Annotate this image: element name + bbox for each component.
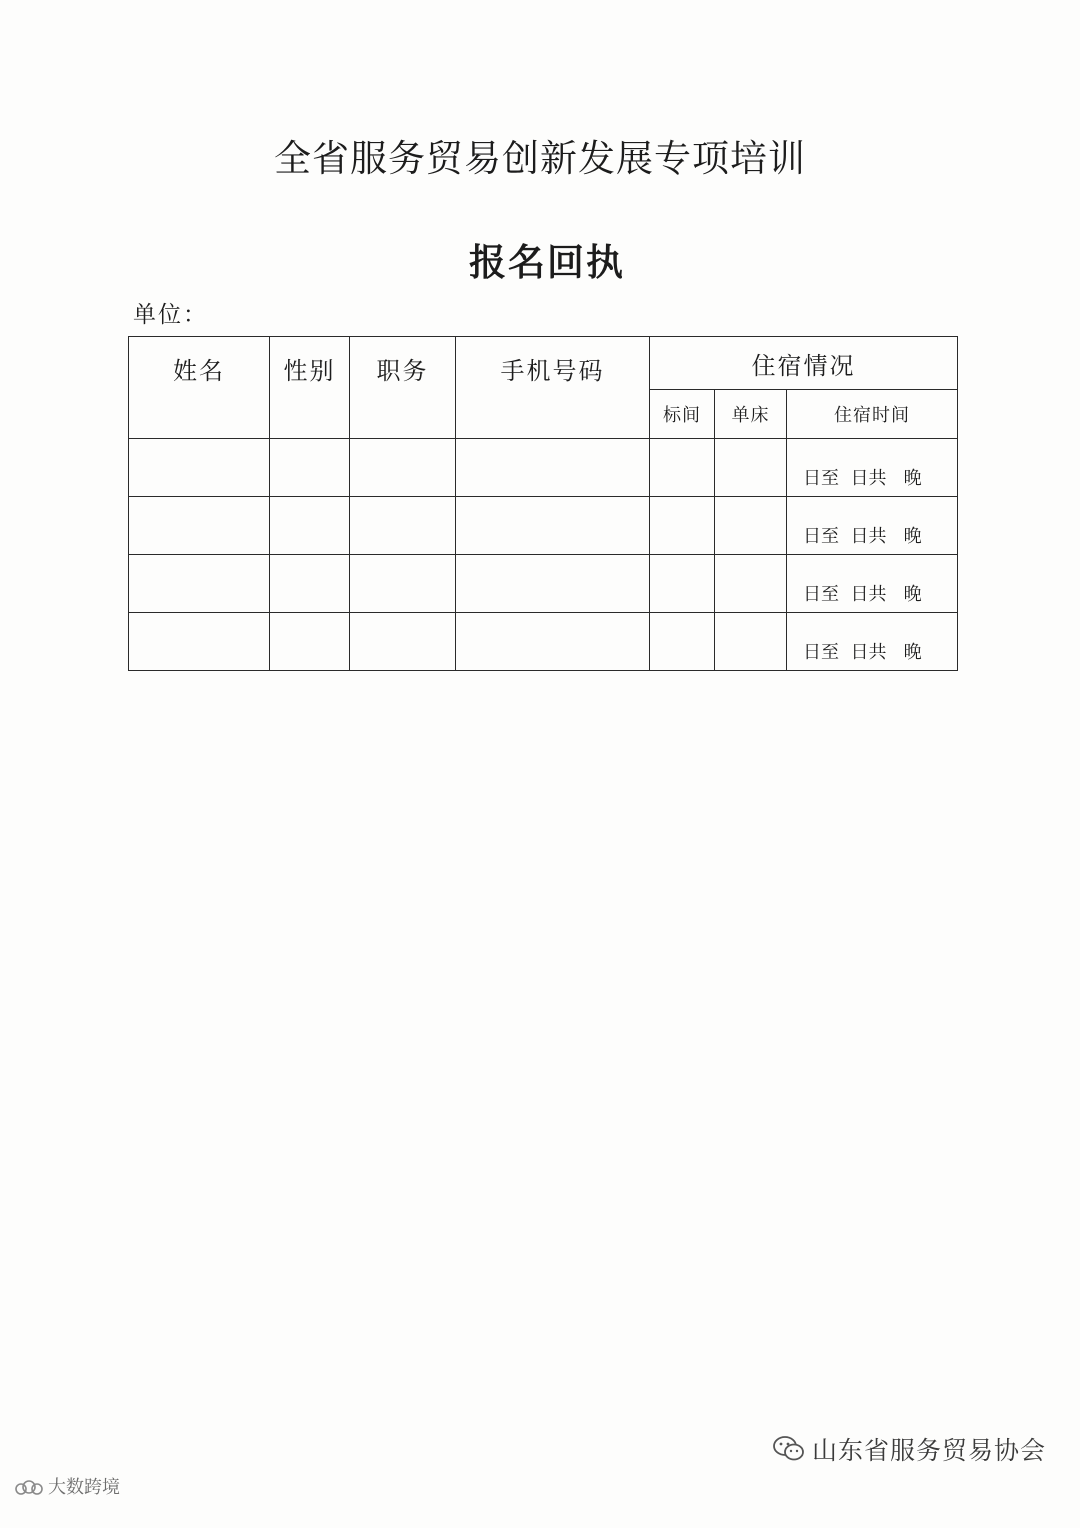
cell-position[interactable] (350, 613, 456, 671)
cell-single-bed[interactable] (715, 555, 787, 613)
cell-name[interactable] (129, 497, 270, 555)
table-row (129, 613, 958, 671)
header-name: 姓名 (129, 337, 270, 439)
cell-position[interactable] (350, 497, 456, 555)
cell-stay-time[interactable]: 日至 日共 晚 (787, 613, 958, 671)
cell-name[interactable] (129, 613, 270, 671)
page-subtitle: 报名回执 (469, 241, 625, 284)
cell-standard-room[interactable] (650, 555, 715, 613)
header-phone: 手机号码 (456, 337, 650, 439)
wechat-icon (772, 1435, 806, 1463)
cell-name[interactable] (129, 439, 270, 497)
account-label (772, 1431, 1046, 1467)
cloud-mark-icon (14, 1479, 44, 1497)
cell-gender[interactable] (270, 497, 350, 555)
cell-single-bed[interactable] (715, 613, 787, 671)
cell-standard-room[interactable] (650, 613, 715, 671)
cell-single-bed[interactable] (715, 439, 787, 497)
watermark (14, 1473, 120, 1499)
cell-phone[interactable] (456, 555, 650, 613)
cell-standard-room[interactable] (650, 497, 715, 555)
cell-stay-time[interactable]: 日至 日共 晚 (787, 439, 958, 497)
header-single-bed: 单床 (715, 390, 787, 439)
cell-position[interactable] (350, 555, 456, 613)
table-row (129, 439, 958, 497)
page-title: 全省服务贸易创新发展专项培训 (274, 137, 806, 180)
cell-name[interactable] (129, 555, 270, 613)
header-stay-time: 住宿时间 (787, 390, 958, 439)
cell-phone[interactable] (456, 613, 650, 671)
header-row-group (129, 337, 958, 390)
header-gender: 性别 (270, 337, 350, 439)
cell-gender[interactable] (270, 555, 350, 613)
cell-stay-time[interactable]: 日至 日共 晚 (787, 555, 958, 613)
cell-gender[interactable] (270, 439, 350, 497)
account-name: 山东省服务贸易协会 (811, 1436, 1046, 1465)
header-standard-room: 标间 (650, 390, 715, 439)
cell-standard-room[interactable] (650, 439, 715, 497)
watermark-text: 大数跨境 (48, 1477, 120, 1498)
header-position: 职务 (350, 337, 456, 439)
cell-stay-time[interactable]: 日至 日共 晚 (787, 497, 958, 555)
table-row (129, 555, 958, 613)
table-row (129, 497, 958, 555)
cell-position[interactable] (350, 439, 456, 497)
header-lodging: 住宿情况 (650, 337, 958, 390)
cell-single-bed[interactable] (715, 497, 787, 555)
cell-phone[interactable] (456, 497, 650, 555)
registration-table (128, 336, 958, 671)
cell-phone[interactable] (456, 439, 650, 497)
cell-gender[interactable] (270, 613, 350, 671)
unit-label: 单位： (133, 302, 208, 328)
